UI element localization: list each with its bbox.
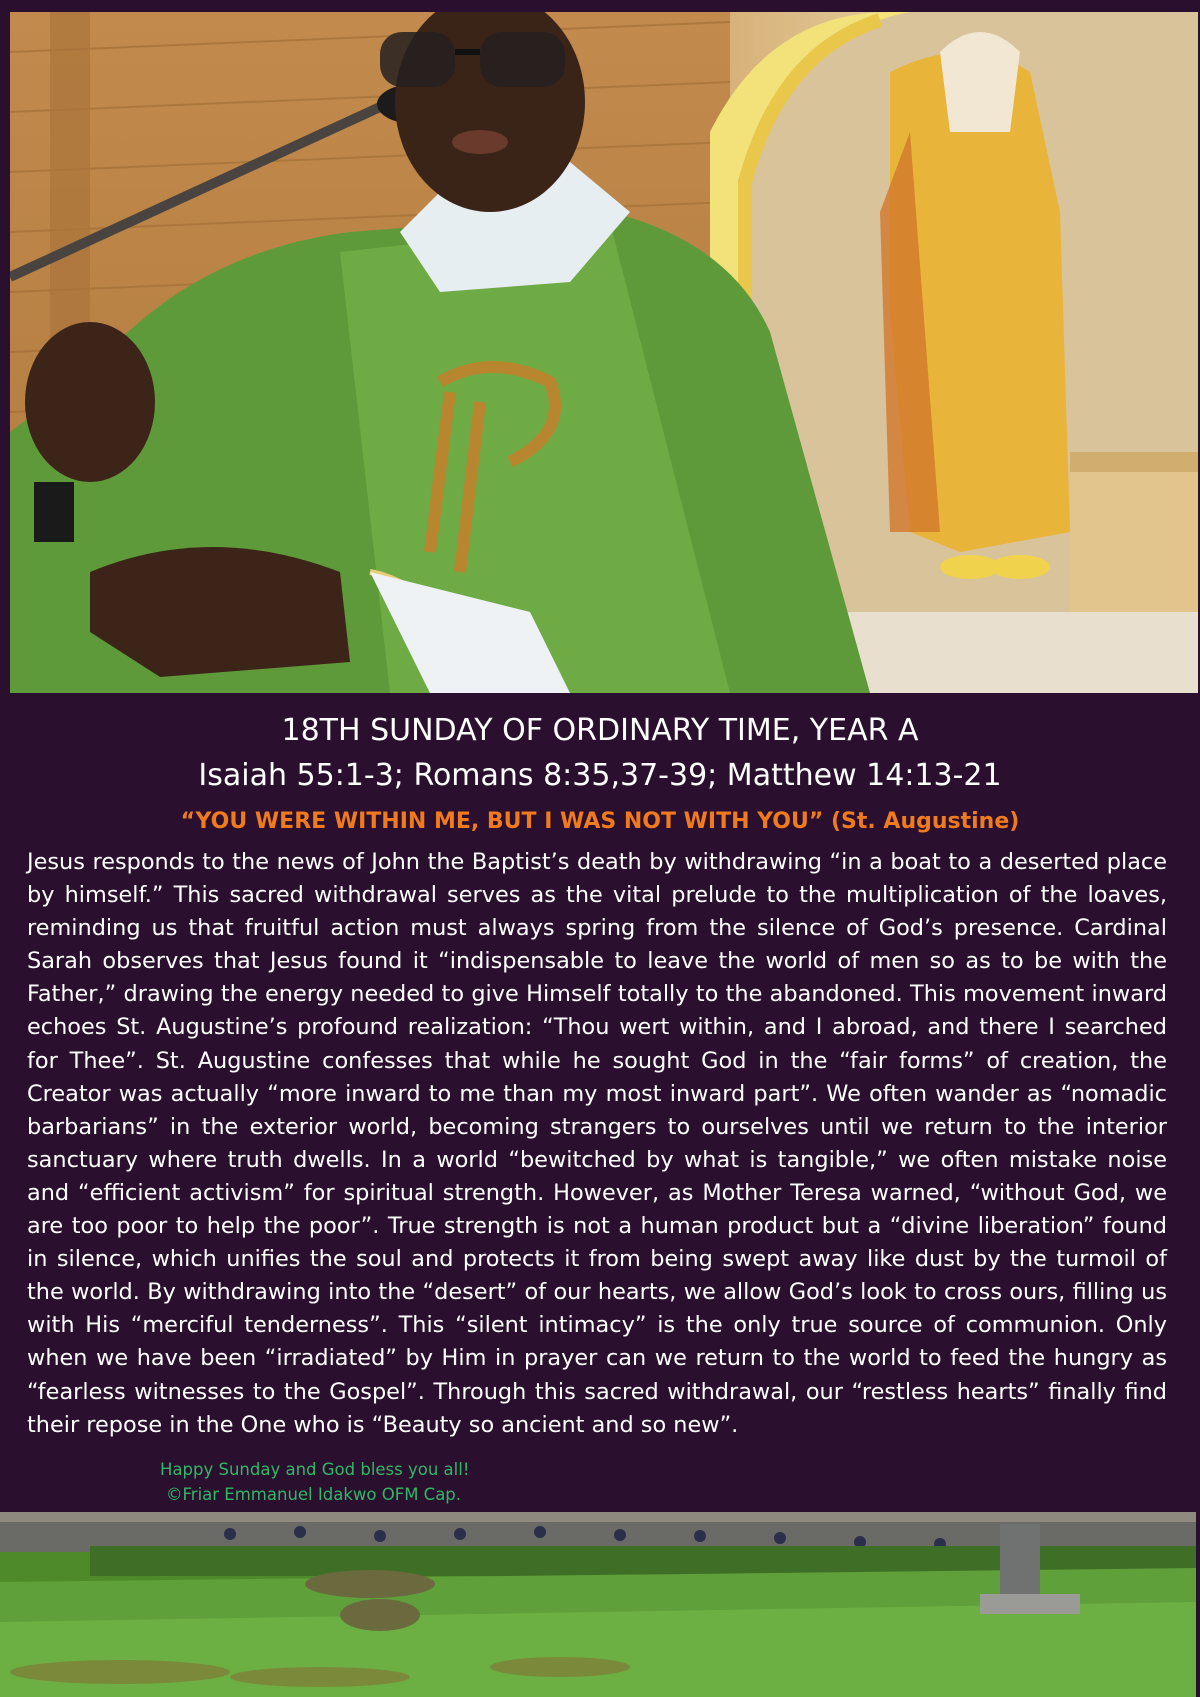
reflection-body: Jesus responds to the news of John the Baptist’s death by withdrawing “in a boat to a deserted place by himself.” This sacred withdrawal serves as the vital prelude to the multiplication of the loaves, reminding us that fruitful action must always spring from the silence of God’s presence. Cardinal Sarah observes that Jesus found it “indispensable to leave the world of men so as to be with the Father,” drawing the energy needed to give Himself totally to the abandoned. This movement inward echoes St. Augustine’s profound realization: “Thou wert within, and I abroad, and there I searched for Thee”. St. Augustine confesses that while he sought God in the “fair forms” of creation, the Creator was actually “more inward to me than my most inward part”. We often wander as “nomadic barbarians” in the exterior world, becoming strangers to ourselves until we return to the interior sanctuary where truth dwells. In a world “bewitched by what is tangible,” we often mistake noise and “efficient activism” for spiritual strength. However, as Mother Teresa warned, “without God, we are too poor to help the poor”. True strength is not a human product but a “divine liberation” found in silence, which unifies the soul and protects it from being swept away like dust by the turmoil of the world. By withdrawing into the “desert” of our hearts, we allow God’s look to cross ours, filling us with His “merciful tenderness”. This “silent intimacy” is the only true source of communion. Only when we have been “irradiated” by Him in prayer can we return to the world to feed the hungry as “fearless witnesses to the Gospel”. Through this sacred withdrawal, our “restless hearts” finally find their repose in the One who is “Beauty so ancient and so new”.: [27, 849, 1167, 1438]
readings-reference: Isaiah 55:1-3; Romans 8:35,37-39; Matthew 14:13-21: [198, 758, 1002, 793]
blessing-line: Happy Sunday and God bless you all!: [160, 1460, 470, 1479]
page-title: 18TH SUNDAY OF ORDINARY TIME, YEAR A: [281, 713, 919, 748]
quote-heading: “YOU WERE WITHIN ME, BUT I WAS NOT WITH YOU” (St. Augustine): [180, 809, 1020, 834]
author-credit: ©Friar Emmanuel Idakwo OFM Cap.: [166, 1485, 462, 1504]
priest-photo-illustration: [10, 12, 1198, 693]
garden-photo: [0, 1512, 1196, 1697]
garden-photo-illustration: [0, 1512, 1196, 1697]
priest-photo: [10, 12, 1198, 693]
